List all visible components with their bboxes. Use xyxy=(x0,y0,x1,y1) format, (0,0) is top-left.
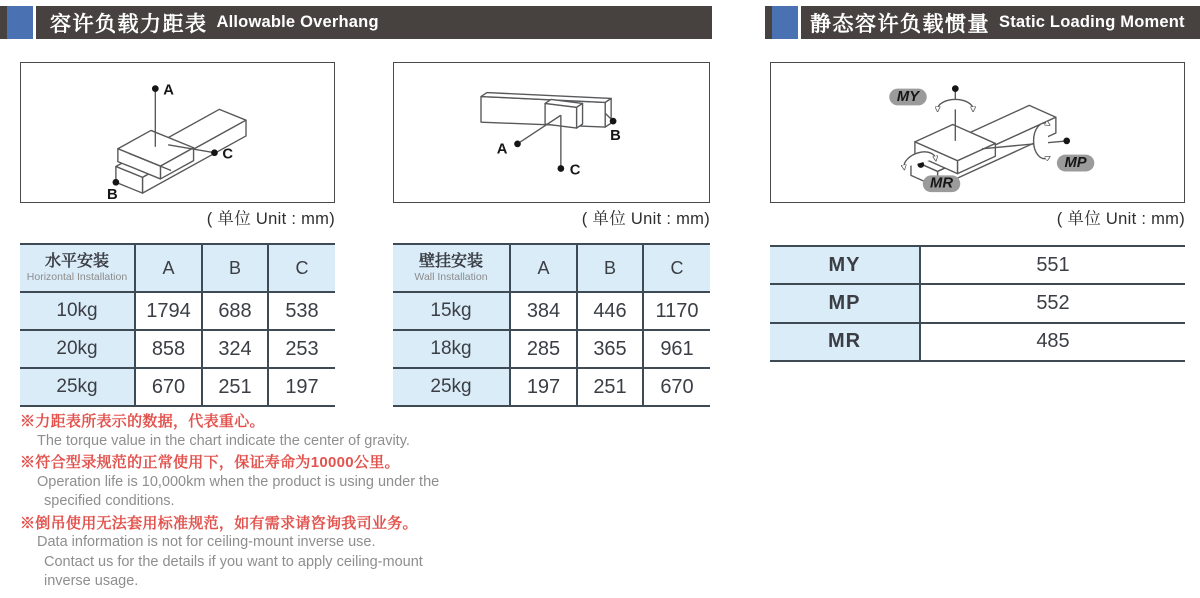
point-marker-mp xyxy=(1063,138,1070,145)
value-cell: 384 xyxy=(510,292,577,330)
section-title-zh: 静态容许负载惯量 xyxy=(810,12,990,36)
load-cell: 15kg xyxy=(393,292,510,330)
value-cell: 688 xyxy=(202,292,268,330)
footnotes xyxy=(20,410,500,592)
note-en: inverse usage. xyxy=(44,573,139,589)
table-row xyxy=(393,292,710,330)
table-row xyxy=(393,330,710,368)
value-cell: 197 xyxy=(510,368,577,406)
mp-badge-label: MP xyxy=(1064,155,1087,172)
value-cell: 485 xyxy=(920,323,1185,361)
table-title-cell: 壁挂安装 Wall Installation xyxy=(393,244,510,292)
wall-installation-table xyxy=(393,243,710,407)
col-header-a: A xyxy=(135,244,202,292)
col-header-c: C xyxy=(643,244,710,292)
point-label-b: B xyxy=(610,127,621,144)
col-header-b: B xyxy=(202,244,268,292)
load-cell: 20kg xyxy=(20,330,135,368)
table-header-row xyxy=(393,244,710,292)
table-row xyxy=(20,292,335,330)
value-cell: 446 xyxy=(577,292,643,330)
unit-label: ( 单位 Unit : mm) xyxy=(206,210,335,228)
value-cell: 285 xyxy=(510,330,577,368)
table-row xyxy=(770,246,1185,284)
moment-label-cell: MY xyxy=(770,246,920,284)
diagram-static-moments xyxy=(770,62,1185,203)
section-header-allowable-overhang xyxy=(0,6,712,39)
rail-moment-drawing xyxy=(771,63,1184,202)
point-label-c: C xyxy=(569,162,581,179)
my-badge-label: MY xyxy=(896,88,920,105)
value-cell: 670 xyxy=(643,368,710,406)
point-label-a: A xyxy=(496,141,508,158)
col-header-b: B xyxy=(577,244,643,292)
table-row xyxy=(770,284,1185,322)
value-cell: 251 xyxy=(202,368,268,406)
value-cell: 670 xyxy=(135,368,202,406)
unit-label: ( 单位 Unit : mm) xyxy=(581,210,710,228)
load-cell: 25kg xyxy=(20,368,135,406)
note-zh: ※力距表所表示的数据，代表重心。 xyxy=(20,413,265,430)
note-en: Contact us for the details if you want to apply ceiling-mount xyxy=(44,553,423,570)
value-cell: 365 xyxy=(577,330,643,368)
point-label-c: C xyxy=(222,146,234,163)
accent-square-icon xyxy=(772,6,801,39)
value-cell: 197 xyxy=(268,368,335,406)
note-en: specified conditions. xyxy=(44,493,175,509)
value-cell: 551 xyxy=(920,246,1185,284)
moment-label-cell: MR xyxy=(770,323,920,361)
load-cell: 25kg xyxy=(393,368,510,406)
note-en: Data information is not for ceiling-mount inverse use. xyxy=(37,534,376,550)
diagram-wall-overhang xyxy=(393,62,710,203)
static-moment-table xyxy=(770,245,1185,362)
table-row xyxy=(20,368,335,406)
section-title-en: Static Loading Moment xyxy=(999,13,1185,31)
table-row xyxy=(393,368,710,406)
value-cell: 324 xyxy=(202,330,268,368)
value-cell: 1794 xyxy=(135,292,202,330)
value-cell: 1170 xyxy=(643,292,710,330)
note-zh: ※符合型录规范的正常使用下，保证寿命为10000公里。 xyxy=(20,454,400,471)
col-header-a: A xyxy=(510,244,577,292)
value-cell: 858 xyxy=(135,330,202,368)
load-cell: 10kg xyxy=(20,292,135,330)
load-cell: 18kg xyxy=(393,330,510,368)
table-header-row xyxy=(20,244,335,292)
horizontal-installation-table xyxy=(20,243,335,407)
note-en: Operation life is 10,000km when the product is using under the xyxy=(37,473,440,490)
point-marker-c xyxy=(558,165,565,172)
value-cell: 253 xyxy=(268,330,335,368)
point-marker-a xyxy=(514,140,521,147)
accent-square-icon xyxy=(7,6,36,39)
mr-badge-label: MR xyxy=(930,175,954,192)
rail-side-drawing xyxy=(394,63,709,202)
note-zh: ※倒吊使用无法套用标准规范，如有需求请咨询我司业务。 xyxy=(20,514,418,532)
point-label-a: A xyxy=(163,82,174,99)
table-title-cell: 水平安装 Horizontal Installation xyxy=(20,244,135,292)
value-cell: 251 xyxy=(577,368,643,406)
rotation-arrow-my-icon xyxy=(938,99,973,109)
value-cell: 961 xyxy=(643,330,710,368)
col-header-c: C xyxy=(268,244,335,292)
section-header-static-loading-moment xyxy=(765,6,1200,39)
section-title-en: Allowable Overhang xyxy=(216,13,379,31)
value-cell: 538 xyxy=(268,292,335,330)
moment-label-cell: MP xyxy=(770,284,920,322)
rail-isometric-drawing xyxy=(21,63,334,202)
point-marker-c xyxy=(211,149,218,156)
point-marker-b xyxy=(113,179,120,186)
point-marker-a xyxy=(152,85,159,92)
value-cell: 552 xyxy=(920,284,1185,322)
table-row xyxy=(20,330,335,368)
note-en: The torque value in the chart indicate the center of gravity. xyxy=(37,432,410,449)
point-marker-my xyxy=(952,85,959,92)
unit-label: ( 单位 Unit : mm) xyxy=(1056,210,1185,228)
diagram-horizontal-overhang xyxy=(20,62,335,203)
section-title-zh: 容许负载力距表 xyxy=(50,12,208,36)
point-label-b: B xyxy=(107,187,118,202)
point-marker-b xyxy=(610,118,617,125)
table-row xyxy=(770,323,1185,361)
